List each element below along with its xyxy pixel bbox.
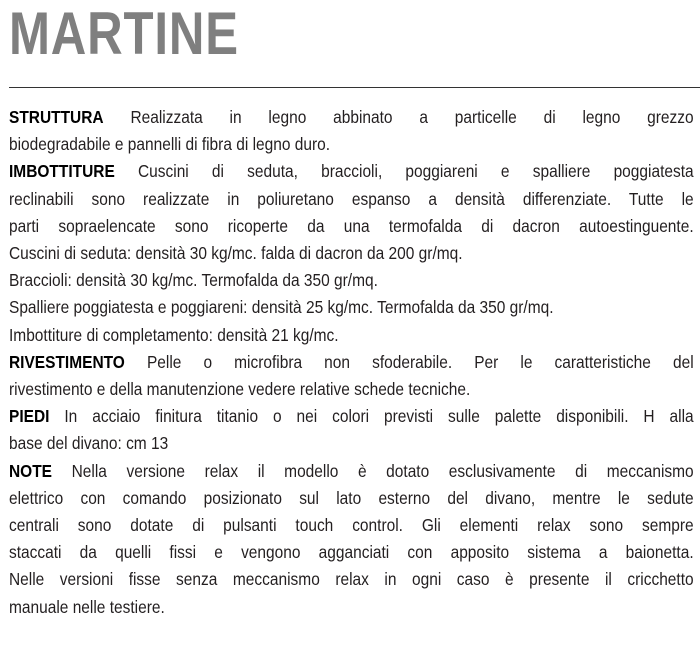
imbottiture-spec-spalliere: Spalliere poggiatesta e poggiareni: densità 25 kg/mc. Termofalda da 350 gr/mq.: [9, 297, 554, 318]
imbottiture-spec-completamento: Imbottiture di completamento: densità 21 kg/mc.: [9, 324, 339, 345]
imbottiture-heading: IMBOTTITURE: [9, 161, 115, 182]
rivestimento-line-2: rivestimento e della manutenzione vedere relative schede tecniche.: [9, 379, 471, 400]
note-line-3: centrali sono dotate di pulsanti touch control. Gli elementi relax sono sempre: [9, 515, 694, 536]
struttura-line-1: [9, 104, 694, 131]
note-line-4: staccati da quelli fissi e vengono agganciati con apposito sistema a baionetta.: [9, 542, 694, 563]
piedi-line-1: [9, 403, 694, 430]
note-heading: NOTE: [9, 460, 53, 481]
piedi-text: In acciaio finitura titanio o nei colori previsti sulle palette disponibili. H alla: [49, 406, 694, 427]
struttura-heading: STRUTTURA: [9, 107, 104, 127]
imbottiture-line-3: parti sopraelencate sono ricoperte da una termofalda di dacron autoestinguente.: [9, 215, 694, 236]
rivestimento-text: Pelle o microfibra non sfoderabile. Per le caratteristiche del: [124, 351, 694, 372]
piedi-line-2: base del divano: cm 13: [9, 433, 169, 454]
struttura-line-2: biodegradabile e pannelli di fibra di legno duro.: [9, 134, 331, 155]
title-divider: [9, 87, 700, 88]
note-line-5: Nelle versioni fisse senza meccanismo relax in ogni caso è presente il cricchetto: [9, 569, 694, 590]
note-text: Nella versione relax il modello è dotato esclusivamente di meccanismo: [52, 460, 694, 481]
imbottiture-line-2: reclinabili sono realizzate in poliuretano espanso a densità differenziate. Tutte le: [9, 188, 694, 209]
rivestimento-line-1: [9, 349, 694, 376]
imbottiture-line-1: [9, 158, 694, 185]
rivestimento-heading: RIVESTIMENTO: [9, 351, 125, 372]
struttura-text: Realizzata in legno abbinato a particelle di legno grezzo: [103, 107, 694, 127]
imbottiture-text: Cuscini di seduta, braccioli, poggiareni e spalliere poggiatesta: [114, 161, 694, 182]
product-specs: [9, 104, 694, 621]
note-line-6: manuale nelle testiere.: [9, 596, 165, 617]
piedi-heading: PIEDI: [9, 406, 50, 427]
page-title: MARTINE: [9, 0, 239, 67]
note-line-2: elettrico con comando posizionato sul lato esterno del divano, mentre le sedute: [9, 487, 694, 508]
note-line-1: [9, 458, 694, 485]
imbottiture-spec-braccioli: Braccioli: densità 30 kg/mc. Termofalda da 350 gr/mq.: [9, 270, 378, 291]
imbottiture-spec-seduta: Cuscini di seduta: densità 30 kg/mc. falda di dacron da 200 gr/mq.: [9, 243, 463, 264]
